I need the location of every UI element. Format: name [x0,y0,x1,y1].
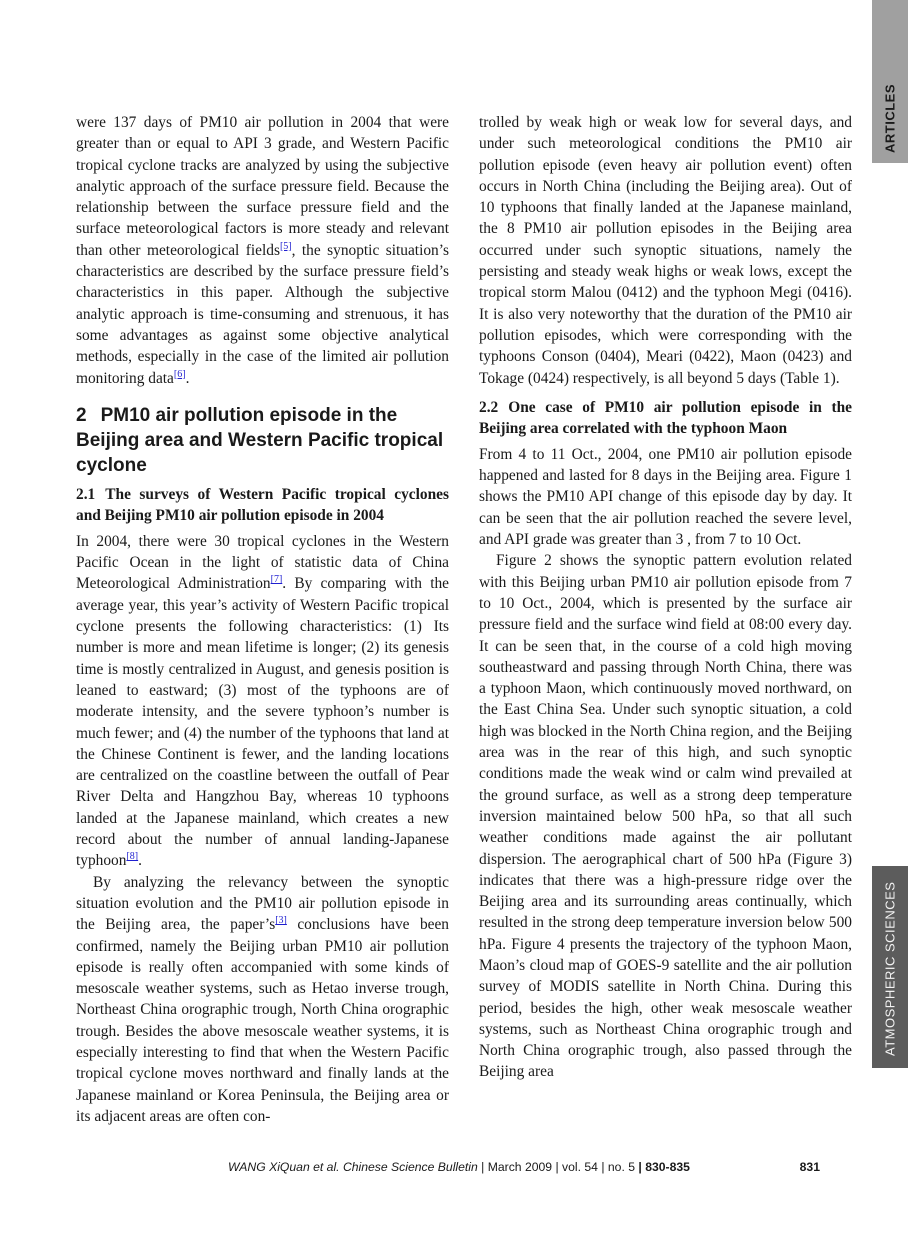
page-number: 831 [799,1160,820,1174]
citation-ref[interactable]: [3] [275,915,287,927]
section-heading: 2 PM10 air pollution episode in the Beijing area and Western Pacific tropical cyclone [76,404,444,476]
left-column [76,112,449,1127]
page-footer [228,1160,820,1174]
paragraph: From 4 to 11 Oct., 2004, one PM10 air pollution episode happened and lasted for 8 days in the Beijing area. Figure 1 shows the PM10 API change of this episode day by day. It can be seen that the air pollution reached the severe level, and API grade was greater than 3 , from 7 to 10 Oct. [479,445,852,549]
citation-ref[interactable]: [8] [126,851,139,863]
citation-ref[interactable]: [7] [270,574,283,586]
subsection-heading: 2.2 One case of PM10 air pollution episode in the Beijing area correlated with the typhoon Maon [479,398,852,437]
articles-tab-label: ARTICLES [882,84,898,153]
paragraph: trolled by weak high or weak low for several days, and under such meteorological conditions the PM10 air pollution episode (even heavy air pollution event) often occurs in North China (including the Beijing area). Out of 10 typhoons that finally landed at the Japanese mainland, the 8 PM10 air pollution episodes in the Beijing area occurred under such synoptic situations, namely the persisting and steady weak highs or weak lows, except the tropical storm Malou (0412) and the typhoon Megi (0416). It is also very noteworthy that the duration of the PM10 air pollution episodes, which were corresponding with the typhoons Conson (0404), Meari (0422), Maon (0423) and Tokage (0424) respectively, is all beyond 5 days (Table 1). [479,114,852,387]
citation-line: WANG XiQuan et al. Chinese Science Bulletin | March 2009 | vol. 54 | no. 5 | 830-835 [228,1160,690,1174]
right-column [479,112,852,1083]
paragraph: Figure 2 shows the synoptic pattern evolution related with this Beijing urban PM10 air pollution episode from 7 to 10 Oct., 2004, which is presented by the surface air pressure field and the surface wind field at 08:00 every day. It can be seen that, in the course of a cold high moving southeastward and passing through North China, there was a typhoon Maon, which continuously moved northward, on the East China Sea. Under such synoptic situation, a cold high was blocked in the North China region, and the Beijing area was in the rear of this high, and such synoptic conditions made the weak wind or calm wind prevailed at the ground surface, as well as a strong deep temperature inversion maintained below 500 hPa, so that all such weather conditions made against the air pollutant dispersion. The aerographical chart of 500 hPa (Figure 3) indicates that there was a high-pressure ridge over the Beijing area and its surrounding areas continually, which resulted in the strong deep temperature inversion below 500 hPa. Figure 4 presents the trajectory of the typhoon Maon, Maon’s cloud map of GOES-9 satellite and the air pollution survey of MODIS satellite in North China. During this period, besides the high, other weak mesoscale weather systems, such as Northeast China orographic trough and North China orographic trough, also passed through the Beijing area [479,552,852,1081]
section-tab-label: ATMOSPHERIC SCIENCES [882,881,898,1056]
subsection-heading: 2.1 The surveys of Western Pacific tropical cyclones and Beijing PM10 air pollution episode in 2004 [76,485,449,524]
section-side-tab [872,866,908,1068]
paragraph: were 137 days of PM10 air pollution in 2004 that were greater than or equal to API 3 grade, and Western Pacific tropical cyclone tracks are analyzed by using the subjective analytic approach of the surface pressure field. Because the relationship between the surface pressure field and the surface meteorological factors is more steady and relevant than other meteorological fields[5], the synoptic situation’s characteristics are described by the surface pressure field’s characteristics in this paper. Although the subjective analytic approach is time-consuming and strenuous, it has some advantages as against some objective analytical methods, especially in the case of the limited air pollution monitoring data[6]. [76,114,449,387]
citation-ref[interactable]: [5] [279,240,292,252]
citation-ref[interactable]: [6] [173,368,186,380]
articles-side-tab [872,0,908,163]
paragraph: By analyzing the relevancy between the synoptic situation evolution and the PM10 air pollution episode in the Beijing area, the paper’s[3] conclusions have been confirmed, namely the Beijing urban PM10 air pollution episode is really often accompanied with some kinds of mesoscale weather systems, such as Hetao inverse trough, Northeast China orographic trough, North China orographic trough. Besides the above mesoscale weather systems, it is especially interesting to find that when the Western Pacific tropical cyclone moves northward and finally lands at the Japanese mainland or Korea Peninsula, the Beijing area or its adjacent areas are often con- [76,873,449,1125]
paragraph: In 2004, there were 30 tropical cyclones in the Western Pacific Ocean in the light of statistic data of China Meteorological Administration[7]. By comparing with the average year, this year’s activity of Western Pacific tropical cyclone presents the following characteristics: (1) Its number is more and mean lifetime is longer; (2) its genesis time is mostly centralized in August, and genesis position is leaned to eastward; (3) most of the typhoons are of moderate intensity, and the severe typhoon’s number is much fewer; and (4) the number of the typhoons that land at the Chinese Continent is fewer, and the landing locations are centralized on the coastline between the outfall of Pear River Delta and Hangzhou Bay, whereas 10 typhoons landed at the Japanese mainland, which creates a new record about the number of annual landing-Japanese typhoon[8]. [76,532,449,870]
